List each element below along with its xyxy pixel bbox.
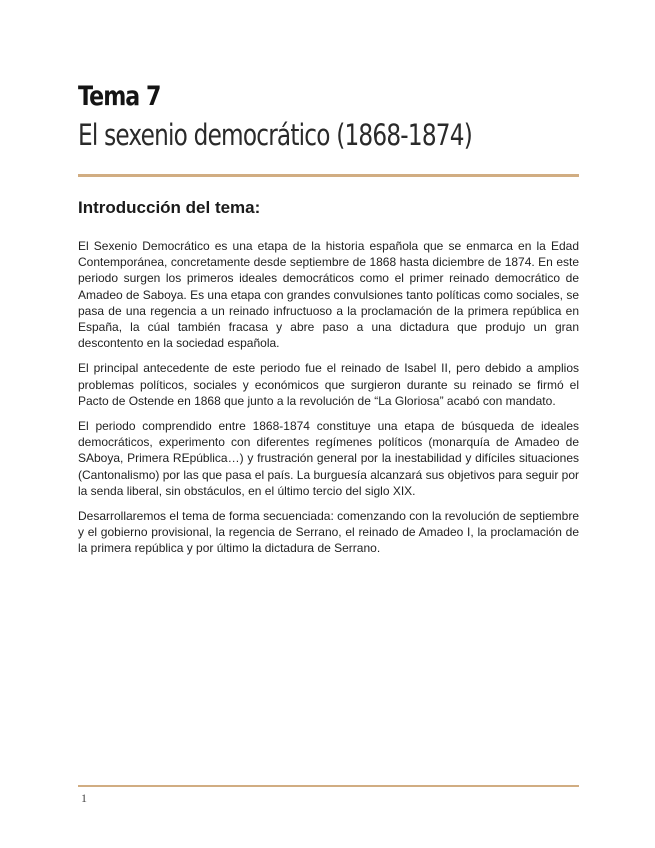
title-divider [78,174,579,177]
paragraph-period: El periodo comprendido entre 1868-1874 constituye una etapa de búsqueda de ideales democráticos, experimento con diferentes regímenes políticos (monarquía de Amadeo de SAboya, Primera REpública…) y frustración general por la inestabilidad y difíciles situaciones (Cantonalismo) por las que pasa el país. La burguesía alcanzará sus objetivos para seguir por la senda liberal, sin obstáculos, en el último tercio del siglo XIX. [78,419,579,498]
topic-number: Tema 7 [78,81,161,112]
document-page [78,0,579,848]
page-title: El sexenio democrático (1868-1874) [78,118,472,152]
title-block [78,80,579,154]
section-heading: Introducción del tema: [78,198,261,217]
footer-divider [78,785,579,787]
paragraph-outline: Desarrollaremos el tema de forma secuenciada: comenzando con la revolución de septiembre y el gobierno provisional, la regencia de Serrano, el reinado de Amadeo I, la proclamación de la primera república y por último la dictadura de Serrano. [78,509,579,556]
page-number: 1 [81,791,87,805]
paragraph-antecedent: El principal antecedente de este periodo fue el reinado de Isabel II, pero debido a amplios problemas políticos, sociales y económicos que surgieron durante su reinado se firmó el Pacto de Ostende en 1868 que junto a la revolución de “La Gloriosa” acabó con mandato. [78,361,579,408]
body-text [78,238,579,566]
paragraph-intro: El Sexenio Democrático es una etapa de la historia española que se enmarca en la Edad Contemporánea, concretamente desde septiembre de 1868 hasta diciembre de 1874. En este periodo surgen los primeros ideales democráticos como el primer reinado democrático de Amadeo de Saboya. Es una etapa con grandes convulsiones tanto políticas como sociales, se pasa de una regencia a un reinado infructuoso a la proclamación de la primera república en España, la cúal también fracasa y abre paso a una dictadura que produjo un gran descontento en la sociedad española. [78,239,579,351]
